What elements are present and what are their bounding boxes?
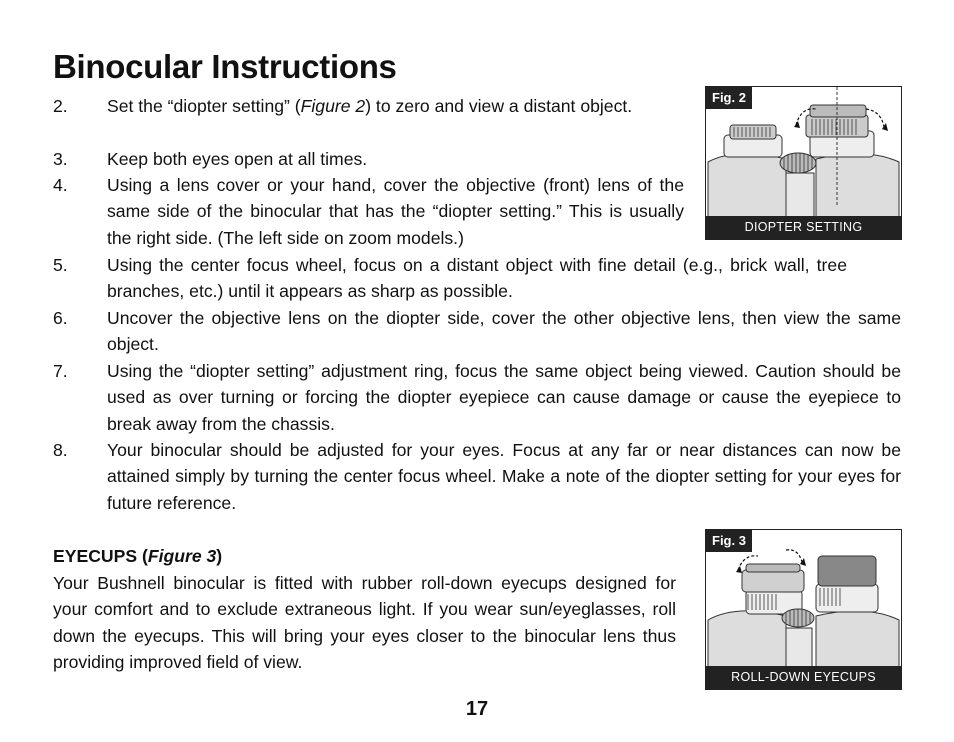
step-text: Your binocular should be adjusted for your eyes. Focus at any far or near distances can now be attained simply by turning the center focus wheel. Make a note of the diopter setting for your eyes for future reference. [107,440,901,513]
step-text: Keep both eyes open at all times. [107,149,368,169]
eyecups-heading: EYECUPS (Figure 3) [53,546,223,566]
step-text: Using the center focus wheel, focus on a distant object with fine detail (e.g., brick wall, tree branches, etc.) until it appears as sharp as possible. [107,255,847,302]
figure-reference: Figure 3 [147,546,217,566]
page-number: 17 [465,698,489,720]
step-text: Set the “diopter setting” (Figure 2) to zero and view a distant object. [107,96,633,116]
figure-2-caption: DIOPTER SETTING [706,216,901,239]
figure-2 [705,86,902,240]
figure-3 [705,529,902,690]
step-number: 5. [53,255,68,275]
step-number: 2. [53,96,68,116]
step-text: Using the “diopter setting” adjustment ring, focus the same object being viewed. Caution should be used as over turning or forcing the diopter eyepiece can cause damage or cause the eyepiece to break away from the chassis. [107,361,901,434]
step-number: 7. [53,361,68,381]
page-title: Binocular Instructions [53,48,397,85]
figure-reference: Figure 2 [300,96,366,116]
figure-3-label: Fig. 3 [706,530,752,552]
figure-2-label: Fig. 2 [706,87,752,109]
step-text: Uncover the objective lens on the diopter side, cover the other objective lens, then view the same object. [107,308,901,355]
figure-3-caption: ROLL-DOWN EYECUPS [706,666,901,689]
step-number: 4. [53,175,68,195]
step-text: Using a lens cover or your hand, cover the objective (front) lens of the same side of the binocular that has the “diopter setting.” This is usually the right side. (The left side on zoom models.) [107,175,684,248]
step-number: 3. [53,149,68,169]
eyecups-paragraph: Your Bushnell binocular is fitted with rubber roll-down eyecups designed for your comfort and to exclude extraneous light. If you wear sun/eyeglasses, roll down the eyecups. This will bring your eyes closer to the binocular lens thus providing improved field of view. [53,573,676,673]
step-number: 6. [53,308,68,328]
step-number: 8. [53,440,68,460]
